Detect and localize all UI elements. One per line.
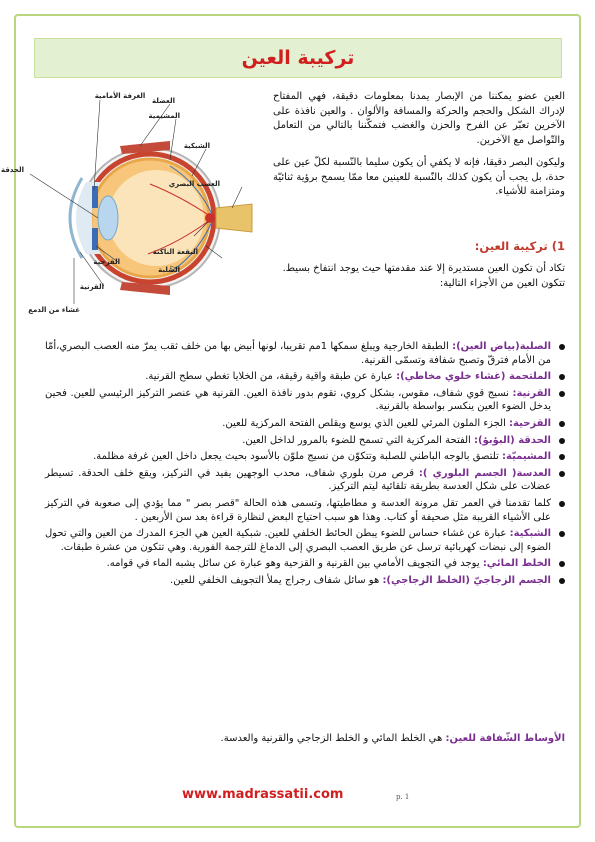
list-item <box>45 434 565 448</box>
definition-text: كلما تقدمنا في العمر تقل مرونة العدسة و مطاطيتها، وتسمى هذه الحالة "قصر بصر " مما يؤدي إلى صعوبة في التركيز على الأشياء القريبة مثل صحيفة أو كتاب. وهذا هو سبب احتياج البعض لنظارة قراءة بعد سن الأربعين . <box>45 497 551 523</box>
bullet-icon <box>559 454 565 460</box>
definition-term: الملتحمة (غشاء خلوي مخاطي): <box>396 371 551 383</box>
intro-paragraph-1: العين عضو يمكننا من الإبصار يمدنا بمعلومات دقيقة، فهي المفتاح لإدراك الشكل والحجم والحركة والمسافة والألوان . والعين نافذة على الآخرين تعبّر عن الفرح والحزن والغضب فتمكّننا بالتالي من التعامل والتّواصل مع الآخرين. <box>273 91 565 146</box>
label-choroid: المشيمية <box>148 112 180 120</box>
list-item <box>45 557 565 571</box>
section-heading: 1) تركيبة العين: <box>474 239 565 253</box>
definition-term: المشيميّة: <box>502 451 551 463</box>
label-cornea: القرنية <box>79 283 104 291</box>
bullet-icon <box>559 578 565 584</box>
definition-text: الجزء الملون المرئي للعين الذي يوسع ويقلص الفتحة المركزية للعين. <box>222 417 506 429</box>
definitions-list <box>45 340 565 591</box>
bullet-icon <box>559 438 565 444</box>
definition-text: عبارة عن غشاء حساس للضوء يبطن الحائط الخلفي للعين. شبكية العين هي الجزء المدرك من العين والتي تحول الضوء إلى نبضات كهربائية ترسل عن طريق العصب البصري إلى الدماغ للترجمة الفورية. وهي تتكون من عشرة طبقات. <box>45 528 551 553</box>
list-item <box>45 370 565 384</box>
label-anterior-chamber: الغرفة الأمامية <box>94 92 146 100</box>
definition-term: الجسم الزجاجيّ (الخلط الزجاجي): <box>382 574 551 586</box>
lens-shape <box>98 196 118 240</box>
definition-text: قرص مرن بلوري شفاف، محدب الوجهين يفيد في التركيز، ويقع خلف الحدقة. تسيطر عضلات على شكل العدسة بطريقة تلقائية ليتم التركيز. <box>45 467 551 493</box>
intro-text <box>273 90 565 208</box>
page-number: p. 1 <box>396 793 410 801</box>
page-title: تركيبة العين <box>241 47 355 69</box>
optic-nerve-shape <box>216 204 252 232</box>
definition-text: تلتصق بالوجه الباطني للصلبة وتتكوّن من نسيج ملوّن بالأسود بحيث يجعل داخل العين غرفة مظلمة. <box>93 451 499 463</box>
definition-text: هو سائل شفاف رجراج يملأ التجويف الخلفي للعين. <box>170 574 380 586</box>
closing-statement <box>45 732 565 746</box>
list-item <box>45 387 565 414</box>
definition-text: يوجد في التجويف الأمامي بين القرنية و القزحية وهو عبارة عن سائل يشبه الماء في قوامه. <box>106 558 480 570</box>
iris-top-shape <box>92 186 98 208</box>
title-banner <box>34 38 562 78</box>
list-item <box>45 417 565 431</box>
section-text: تكاد أن تكون العين مستديرة إلا عند مقدمتها حيث يوجد انتفاخ بسيط. تتكون العين من الأجزاء التالية: <box>282 263 565 289</box>
closing-text: هي الخلط المائي و الخلط الزجاجي والقرنية والعدسة. <box>220 733 443 744</box>
definition-text: الطبقة الخارجية ويبلغ سمكها 1مم تقريبا، لونها أبيض بها من خلف ثقب يمرّ منه العصب البصري،أمّا من الأمام فترقّ وتصبح شفافة وتسمّى القرنية. <box>45 341 551 366</box>
label-sclera: الصُلبة <box>158 266 180 274</box>
eye-illustration <box>1 86 268 322</box>
list-item <box>45 527 565 554</box>
label-conjunctiva: غشاء من الدمع <box>28 306 80 314</box>
bullet-icon <box>559 344 565 350</box>
definition-term: القرنية: <box>512 387 551 399</box>
blind-spot-shape <box>205 213 215 223</box>
label-blind-spot: البقعة الناكتة <box>152 248 198 256</box>
bullet-icon <box>559 391 565 397</box>
definition-term: الخلط المائي: <box>482 558 551 570</box>
eye-diagram <box>1 86 268 322</box>
definition-text: عبارة عن طبقة واقية رقيقة، من الخلايا تغطي سطح القرنية. <box>145 371 393 383</box>
bullet-icon <box>559 561 565 567</box>
definition-text: الفتحة المركزية التي تسمح للضوء بالمرور لداخل العين. <box>242 434 471 446</box>
bullet-icon <box>559 471 565 477</box>
label-pupil: الحدقة <box>1 166 24 174</box>
list-item <box>45 450 565 464</box>
list-item <box>45 574 565 588</box>
bullet-icon <box>559 501 565 507</box>
footer-website-link[interactable]: www.madrassatii.com <box>182 787 344 802</box>
label-ciliary-muscle: العضلة <box>152 97 175 105</box>
list-item <box>45 467 565 494</box>
definition-term: الحدقة (البؤبؤ): <box>474 434 551 446</box>
definition-text: نسيج قوي شفاف، مقوس، بشكل كروي، تقوم بدور نافذة العين. القرنية هي عنصر التركيز الرئيسي للعين. فحين يدخل الضوء العين ينكسر بواسطة بالقرنية. <box>45 387 551 413</box>
bullet-icon <box>559 374 565 380</box>
list-item <box>45 497 565 524</box>
label-iris: القزحية <box>93 258 120 266</box>
bullet-icon <box>559 421 565 427</box>
definition-term: الشبكية: <box>509 528 551 540</box>
definition-term: الصلبة(بياض العين): <box>452 341 551 352</box>
intro-paragraph-2: وليكون البصر دقيقا، فإنه لا يكفي أن يكون سليما بالنّسبة لكلّ عين على حدة، بل يجب أن يكون كذلك بالنّسبة للعينين معا ممّا يسمح برؤية ثنائيّة ومتزامنة للأشياء. <box>273 157 565 197</box>
list-item <box>45 340 565 367</box>
label-optic-nerve: العصب البصري <box>168 180 220 188</box>
label-retina: الشبكية <box>183 142 210 150</box>
definition-term: العدسة( الجسم البلوري ): <box>418 467 551 479</box>
definition-term: القزحية: <box>509 417 551 429</box>
closing-term: الأوساط الشّفافة للعين: <box>445 733 565 744</box>
bullet-icon <box>559 531 565 537</box>
